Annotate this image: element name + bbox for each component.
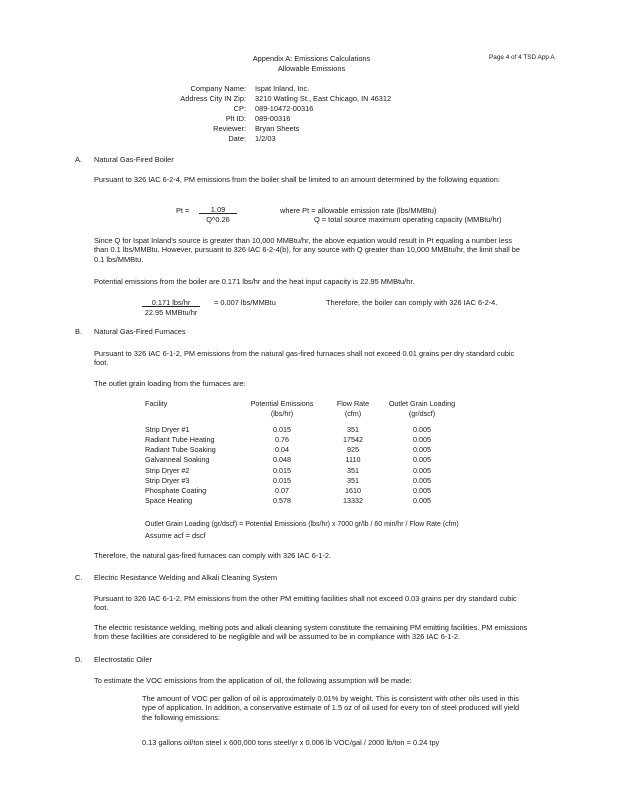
cell-flow: 351 (347, 475, 359, 485)
section-d-letter: D. (75, 655, 83, 664)
cell-grain-loading: 0.005 (413, 475, 431, 485)
calc-fraction-bar (142, 306, 200, 307)
cell-emissions: 0.015 (273, 425, 291, 435)
table-row (145, 476, 459, 486)
reviewer-value: Bryan Sheets (255, 124, 300, 133)
cell-grain-loading: 0.005 (413, 465, 431, 475)
cell-grain-loading: 0.005 (413, 425, 431, 435)
furnace-table (145, 399, 459, 506)
section-a-letter: A. (75, 155, 82, 164)
section-c-paragraph-1: Pursuant to 326 IAC 6-1-2, PM emissions from the other PM emitting facilities shall not exceed 0.03 grains per dry standard cubic foot. (94, 594, 517, 613)
calc-result: = 0.007 lbs/MMBtu (214, 298, 276, 307)
header-outlet-grain-loading: Outlet Grain Loading (388, 399, 456, 408)
equation-denominator: Q^0.26 (206, 215, 230, 224)
section-b-conclusion: Therefore, the natural gas-fired furnaces can comply with 326 IAC 6-1-2. (94, 551, 332, 560)
cell-grain-loading: 0.005 (413, 495, 431, 505)
table-row (145, 435, 459, 445)
cp-value: 089-10472-00316 (255, 104, 314, 113)
section-a-paragraph-3: Potential emissions from the boiler are 0.171 lbs/hr and the heat input capacity is 22.95 MMBtu/hr. (94, 277, 415, 286)
cell-flow: 1610 (345, 485, 361, 495)
cell-facility: Strip Dryer #2 (145, 465, 190, 475)
cell-flow: 351 (347, 465, 359, 475)
table-header-units-row (145, 409, 459, 419)
cell-facility: Phosphate Coating (145, 485, 207, 495)
cell-grain-loading: 0.005 (413, 435, 431, 445)
grain-loading-formula: Outlet Grain Loading (gr/dscf) = Potential Emissions (lbs/hr) x 7000 gr/lb / 60 min/hr / Flow Rate (cfm) (145, 521, 459, 528)
calc-denominator: 22.95 MMBtu/hr (144, 308, 198, 317)
equation-where-q: Q = total source maximum operating capacity (MMBtu/hr) (314, 215, 502, 224)
cell-emissions: 0.04 (275, 445, 289, 455)
cell-flow: 925 (347, 445, 359, 455)
equation-numerator: 1.09 (210, 205, 226, 214)
voc-calculation: 0.13 gallons oil/ton steel x 600,000 tons steel/yr x 0.006 lb VOC/gal / 2000 lb/ton = 0.24 tpy (142, 738, 440, 747)
calc-numerator: 0.171 lbs/hr (151, 298, 191, 307)
section-b-heading: Natural Gas-Fired Furnaces (94, 327, 186, 336)
section-d-heading: Electrostatic Oiler (94, 655, 152, 664)
header-facility-unit (145, 409, 243, 419)
section-d-paragraph-2: The amount of VOC per gallon of oil is approximately 0.01% by weight. This is consistent with other oils used in this type of application. In addition, a conservative estimate of 1.5 oz of oil used for every ton of steel produced will yield the following emissions: (142, 694, 520, 722)
table-header-row (145, 399, 459, 409)
section-a-intro: Pursuant to 326 IAC 6-2-4, PM emissions from the boiler shall be limited to an amount determined by the following equation: (94, 175, 500, 184)
company-name-value: Ispat Inland, Inc. (255, 84, 310, 93)
address-value: 3210 Watling St., East Chicago, IN 46312 (255, 94, 392, 103)
table-row (145, 445, 459, 455)
section-c-paragraph-2: The electric resistance welding, melting pots and alkali cleaning system constitute the remaining PM emitting facilities. PM emissions from these facilities are considered to be negligible and will be assumed to be in compliance with 326 IAC 6-1-2. (94, 623, 528, 642)
cp-label: CP: (233, 104, 246, 113)
header-potential-emissions-unit: (lbs/hr) (270, 409, 294, 419)
document-subtitle: Allowable Emissions (277, 64, 346, 73)
cell-facility: Strip Dryer #1 (145, 425, 190, 435)
section-c-heading: Electric Resistance Welding and Alkali Cleaning System (94, 573, 278, 582)
date-label: Date: (228, 134, 246, 143)
section-a-conclusion: Therefore, the boiler can comply with 326 IAC 6-2-4. (326, 298, 498, 307)
cell-grain-loading: 0.005 (413, 455, 431, 465)
cell-flow: 1110 (345, 455, 361, 465)
cell-grain-loading: 0.005 (413, 445, 431, 455)
header-flow-rate-unit: (cfm) (344, 409, 362, 419)
table-row (145, 455, 459, 465)
header-flow-rate: Flow Rate (336, 399, 370, 408)
section-a-heading: Natural Gas-Fired Boiler (94, 155, 174, 164)
plt-id-label: Plt ID: (225, 114, 246, 123)
cell-facility: Space Heating (145, 495, 193, 505)
cell-flow: 351 (347, 425, 359, 435)
section-b-intro: Pursuant to 326 IAC 6-1-2, PM emissions from the natural gas-fired furnaces shall not exceed 0.01 grains per dry standard cubic foot. (94, 349, 515, 368)
cell-flow: 17542 (343, 435, 363, 445)
page-number: Page 4 of 4 TSD App A (489, 54, 555, 61)
date-value: 1/2/03 (255, 134, 276, 143)
table-row (145, 496, 459, 506)
reviewer-label: Reviewer: (213, 124, 246, 133)
cell-emissions: 0.048 (273, 455, 291, 465)
section-b-lead: The outlet grain loading from the furnaces are: (94, 379, 246, 388)
header-outlet-grain-loading-unit: (gr/dscf) (408, 409, 436, 419)
section-c-letter: C. (75, 573, 83, 582)
company-name-label: Company Name: (190, 84, 246, 93)
cell-emissions: 0.76 (275, 435, 289, 445)
cell-flow: 13332 (343, 495, 363, 505)
equation-where-pt: where Pt = allowable emission rate (lbs/MMBtu) (280, 206, 437, 215)
address-label: Address City IN Zip: (180, 94, 246, 103)
table-row (145, 466, 459, 476)
assumption-note: Assume acf = dscf (145, 531, 206, 540)
cell-facility: Strip Dryer #3 (145, 475, 190, 485)
table-row (145, 486, 459, 496)
table-row (145, 425, 459, 435)
section-d-paragraph-1: To estimate the VOC emissions from the application of oil, the following assumption will be made: (94, 676, 412, 685)
equation-pt: Pt = (176, 206, 190, 215)
cell-facility: Galvanneal Soaking (145, 455, 210, 465)
plt-id-value: 089-00316 (255, 114, 291, 123)
header-potential-emissions: Potential Emissions (250, 399, 314, 408)
cell-facility: Radiant Tube Soaking (145, 445, 216, 455)
section-b-letter: B. (75, 327, 82, 336)
equation-fraction-bar (199, 213, 237, 214)
section-a-paragraph-2: Since Q for Ispat Inland's source is greater than 10,000 MMBtu/hr, the above equation would result in Pt equaling a number less than 0.1 lbs/MMBtu. However, pursuant to 326 IAC 6-2-4(b), for any source with Q greater than 10,000 MMBtu/hr, the limit shall be 0.1 lbs/MMBtu. (94, 236, 520, 264)
cell-emissions: 0.015 (273, 465, 291, 475)
cell-emissions: 0.07 (275, 485, 289, 495)
cell-facility: Radiant Tube Heating (145, 435, 215, 445)
document-title: Appendix A: Emissions Calculations (252, 54, 371, 63)
cell-emissions: 0.015 (273, 475, 291, 485)
cell-grain-loading: 0.005 (413, 485, 431, 495)
header-facility: Facility (145, 399, 168, 408)
cell-emissions: 0.578 (273, 495, 291, 505)
